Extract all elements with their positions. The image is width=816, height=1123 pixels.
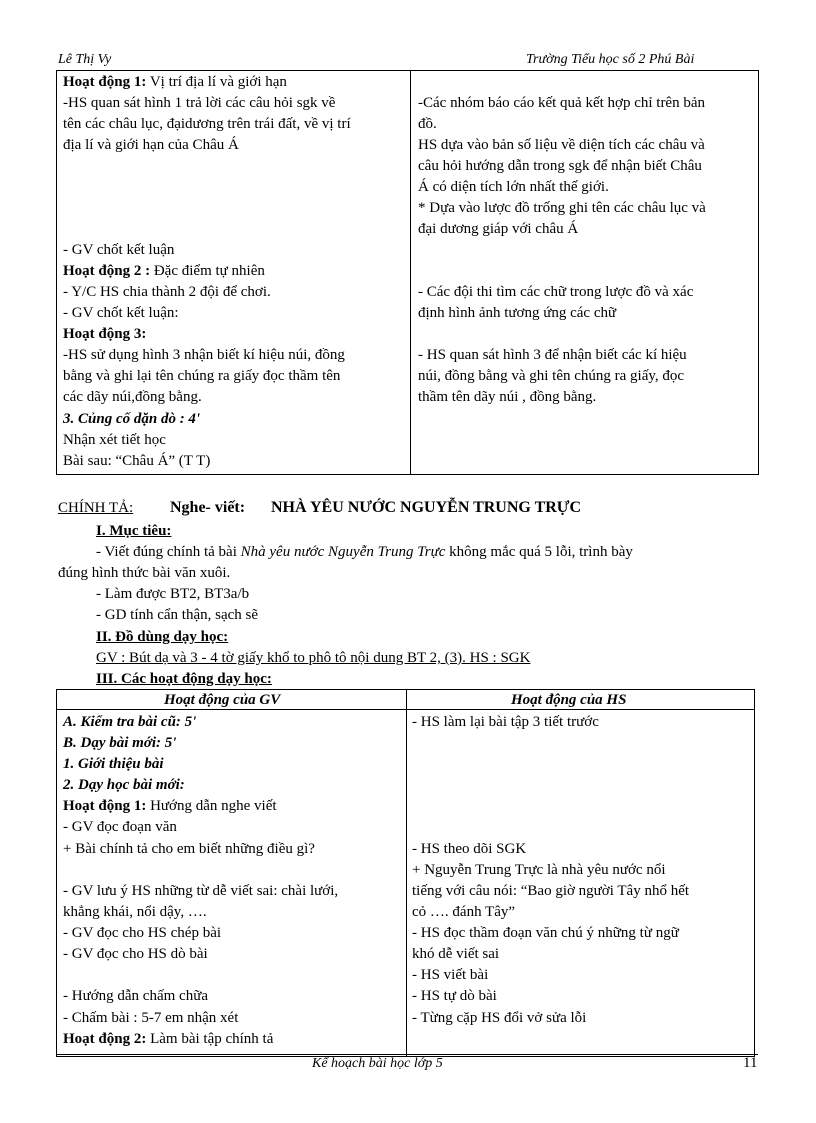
footer-title: Kế hoạch bài học lớp 5 xyxy=(312,1056,443,1071)
table1-divider xyxy=(410,70,411,474)
header-school: Trường Tiểu học số 2 Phú Bài xyxy=(526,52,695,67)
t2-left-line: 1. Giới thiệu bài xyxy=(63,756,164,772)
t2-left-line: + Bài chính tả cho em biết những điều gì? xyxy=(63,841,315,857)
footer-rule xyxy=(56,1054,758,1055)
t2-left-line: khẳng khái, nổi dậy, …. xyxy=(63,904,207,920)
objective-2: - Làm được BT2, BT3a/b xyxy=(96,586,250,602)
objective-1 xyxy=(96,542,633,563)
lesson-title: NHÀ YÊU NƯỚC NGUYỄN TRUNG TRỰC xyxy=(271,499,582,516)
objective-1-title: Nhà yêu nước Nguyễn Trung Trực xyxy=(240,544,446,560)
t1-right-line: đồ. xyxy=(418,116,437,132)
t1-left-line: Nhận xét tiết học xyxy=(63,432,166,448)
t2-right-line: - HS viết bài xyxy=(412,967,489,983)
t2-right-line: cỏ …. đánh Tây” xyxy=(412,904,516,920)
t1-left-line: 3. Củng cố dặn dò : 4' xyxy=(63,411,201,427)
lesson-kind: Nghe- viết: xyxy=(170,499,246,516)
t2-right-line: khó dễ viết sai xyxy=(412,946,500,962)
t2-right-line: + Nguyễn Trung Trực là nhà yêu nước nổi xyxy=(412,862,666,878)
page-number: 11 xyxy=(743,1055,758,1071)
materials-text: GV : Bút dạ và 3 - 4 tờ giấy khổ to phô tô nội dung BT 2, (3). HS : SGK xyxy=(96,650,531,666)
t2-left-line: - GV đọc cho HS dò bài xyxy=(63,946,208,962)
t2-head-right: Hoạt động của HS xyxy=(511,692,627,708)
t2-left-line: 2. Dạy học bài mới: xyxy=(63,777,185,793)
t1-right-line: câu hỏi hướng dẫn trong sgk để nhận biết Châu xyxy=(418,158,702,174)
t1-right-line: HS dựa vào bản số liệu về diện tích các châu và xyxy=(418,137,705,153)
activity-2-label: Hoạt động 2 : xyxy=(63,263,151,279)
t1-left-line: Bài sau: “Châu Á” (T T) xyxy=(63,453,211,469)
t1-right-line: thầm tên dãy núi , đồng bằng. xyxy=(418,389,597,405)
t2-left-line: B. Dạy bài mới: 5' xyxy=(63,735,177,751)
t2-head-left: Hoạt động của GV xyxy=(164,692,281,708)
objective-1-rest: không mắc quá 5 lỗi, trình bày xyxy=(445,544,633,560)
t1-left-line: Hoạt động 3: xyxy=(63,326,147,342)
t1-left-line: -HS sử dụng hình 3 nhận biết kí hiệu núi, đồng xyxy=(63,347,345,363)
objective-1-text: - Viết đúng chính tả bài xyxy=(96,544,241,560)
t2-activity-2-label: Hoạt động 2: xyxy=(63,1031,147,1047)
t2-right-line: - HS đọc thầm đoạn văn chú ý những từ ngữ xyxy=(412,925,679,941)
subject-label: CHÍNH TẢ: xyxy=(58,500,134,516)
table2-header-rule xyxy=(56,709,754,710)
t1-right-line: * Dựa vào lược đồ trống ghi tên các châu lục và xyxy=(418,200,706,216)
t1-left-line: Hoạt động 2 : Đặc điểm tự nhiên xyxy=(63,263,265,279)
t2-right-line: - HS làm lại bài tập 3 tiết trước xyxy=(412,714,599,730)
t1-left-line: địa lí và giới hạn của Châu Á xyxy=(63,137,239,153)
t2-left-line: - GV đọc cho HS chép bài xyxy=(63,925,222,941)
t2-right-line: tiếng với câu nói: “Bao giờ người Tây nhổ hết xyxy=(412,883,690,899)
t1-left-line: tên các châu lục, đạidương trên trái đất, về vị trí xyxy=(63,116,351,132)
t1-right-line: - HS quan sát hình 3 để nhận biết các kí hiệu xyxy=(418,347,687,363)
section-activities: III. Các hoạt động dạy học: xyxy=(96,671,272,687)
t1-right-line: định hình ảnh tương ứng các chữ xyxy=(418,305,617,321)
t2-activity-1-label: Hoạt động 1: xyxy=(63,798,147,814)
table2-divider xyxy=(406,689,407,1056)
t2-right-line: - HS theo dõi SGK xyxy=(412,841,527,857)
objective-3: - GD tính cẩn thận, sạch sẽ xyxy=(96,607,259,623)
t1-left-line: các dãy núi,đồng bằng. xyxy=(63,389,202,405)
t1-left-line: - Y/C HS chia thành 2 đội để chơi. xyxy=(63,284,271,300)
t2-right-line: - Từng cặp HS đổi vở sửa lỗi xyxy=(412,1010,587,1026)
t2-left-line: - GV lưu ý HS những từ dễ viết sai: chài lưới, xyxy=(63,883,339,899)
t1-right-line: -Các nhóm báo cáo kết quả kết hợp chỉ trên bản xyxy=(418,95,705,111)
t1-right-line: Á có diện tích lớn nhất thế giới. xyxy=(418,179,609,195)
activity-1-label: Hoạt động 1: xyxy=(63,74,147,90)
t1-left-line: Hoạt động 1: Vị trí địa lí và giới hạn xyxy=(63,74,287,90)
t1-left-line: -HS quan sát hình 1 trả lời các câu hỏi sgk về xyxy=(63,95,336,111)
section-objectives: I. Mục tiêu: xyxy=(96,523,172,539)
objective-1-cont: đúng hình thức bài văn xuôi. xyxy=(58,565,231,581)
t1-left-line: - GV chốt kết luận xyxy=(63,242,175,258)
t2-right-line: - HS tự dò bài xyxy=(412,988,497,1004)
t2-left-line: - Hướng dẫn chấm chữa xyxy=(63,988,208,1004)
t1-left-line: - GV chốt kết luận: xyxy=(63,305,179,321)
t2-left-line: A. Kiểm tra bài cũ: 5' xyxy=(63,714,197,730)
t1-right-line: núi, đồng bằng và ghi tên chúng ra giấy, đọc xyxy=(418,368,685,384)
section-materials: II. Đồ dùng dạy học: xyxy=(96,629,229,645)
t1-right-line: - Các đội thi tìm các chữ trong lược đồ và xác xyxy=(418,284,694,300)
t2-left-line: Hoạt động 1: Hướng dẫn nghe viết xyxy=(63,798,277,814)
header-author: Lê Thị Vy xyxy=(58,52,112,67)
t2-left-line: - GV đọc đoạn văn xyxy=(63,819,177,835)
t1-left-line: bằng và ghi lại tên chúng ra giấy đọc thầm tên xyxy=(63,368,341,384)
t2-left-line: Hoạt động 2: Làm bài tập chính tả xyxy=(63,1031,274,1047)
t2-left-line: - Chấm bài : 5-7 em nhận xét xyxy=(63,1010,239,1026)
t1-right-line: đại dương giáp với châu Á xyxy=(418,221,579,237)
